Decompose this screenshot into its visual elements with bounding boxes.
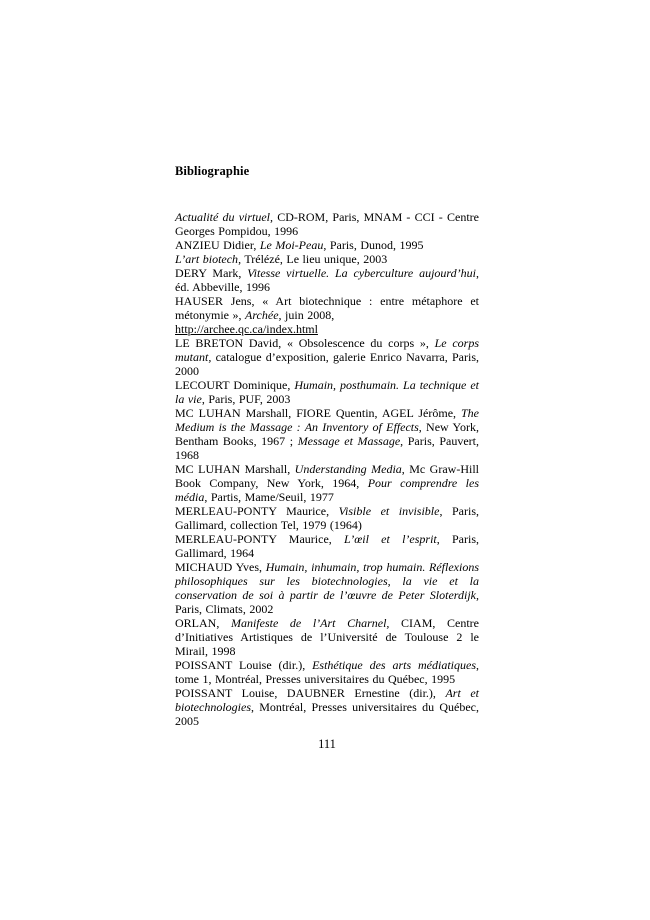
bibliography-entry xyxy=(175,462,479,504)
bibliography-entry xyxy=(175,560,479,616)
bibliography-text: MC LUHAN Marshall, FIORE Quentin, AGEL Jérôme, xyxy=(175,406,461,420)
bibliography-text: Le Moi-Peau xyxy=(259,238,324,252)
bibliography-text: , Partis, Mame/Seuil, 1977 xyxy=(204,490,334,504)
bibliography-text: Actualité du virtuel, xyxy=(175,210,274,224)
bibliography-text: MERLEAU-PONTY Maurice, xyxy=(175,504,339,518)
bibliography-entry xyxy=(175,504,479,532)
bibliography-text: Vitesse virtuelle. La cyberculture aujourd’hui xyxy=(247,266,476,280)
bibliography-text: L’œil et l’esprit xyxy=(344,532,437,546)
bibliography-text: Archée, xyxy=(245,308,282,322)
bibliography-text: The Medium is the Massage : An Inventory of Effects xyxy=(175,406,479,434)
bibliography-entry xyxy=(175,252,479,266)
bibliography-text: , Paris, PUF, 2003 xyxy=(201,392,291,406)
bibliography-entry xyxy=(175,294,479,322)
bibliography-text: HAUSER Jens, « Art biotechnique : entre métaphore et métonymie », xyxy=(175,294,479,322)
bibliography-text: POISSANT Louise (dir.), xyxy=(175,658,313,672)
bibliography-text: , tome 1, Montréal, Presses universitaires du Québec, 1995 xyxy=(175,658,479,686)
bibliography-entry xyxy=(175,532,479,560)
bibliography-entry xyxy=(175,378,479,406)
page-number: 111 xyxy=(318,737,336,751)
bibliography-text: , Paris, Dunod, 1995 xyxy=(323,238,424,252)
bibliography-entry xyxy=(175,322,479,336)
bibliography-text: ANZIEU Didier, xyxy=(175,238,260,252)
bibliography-text: Message et Massage xyxy=(297,434,401,448)
bibliography-text: Art et biotechnologies xyxy=(175,686,479,714)
bibliography-text: MERLEAU-PONTY Maurice, xyxy=(175,532,345,546)
bibliography-entry xyxy=(175,266,479,294)
bibliography-text: Understanding Media xyxy=(294,462,402,476)
bibliography-text: MC LUHAN Marshall, xyxy=(175,462,295,476)
bibliography-list xyxy=(175,210,479,728)
bibliography-text: CIAM, Centre d’Initiatives Artistiques de l’Université de Toulouse 2 le Mirail, 1998 xyxy=(175,616,479,658)
bibliography-entry xyxy=(175,686,479,728)
bibliography-text: LE BRETON David, « Obsolescence du corps », xyxy=(175,336,435,350)
bibliography-text: , éd. Abbeville, 1996 xyxy=(175,266,479,294)
bibliography-text: L’art biotech xyxy=(175,252,239,266)
bibliography-entry xyxy=(175,406,479,462)
bibliography-text: Esthétique des arts médiatiques xyxy=(312,658,476,672)
bibliography-entry xyxy=(175,616,479,658)
bibliography-text: POISSANT Louise, DAUBNER Ernestine (dir.), xyxy=(175,686,446,700)
bibliography-text: DERY Mark, xyxy=(175,266,248,280)
bibliography-text: ORLAN, xyxy=(175,616,231,630)
bibliography-entry xyxy=(175,238,479,252)
bibliography-text: catalogue d’exposition, galerie Enrico Navarra, Paris, 2000 xyxy=(175,350,479,378)
bibliography-text: Pour comprendre les média xyxy=(175,476,479,504)
bibliography-text: Paris, Climats, 2002 xyxy=(175,602,274,616)
bibliography-text: , Mc Graw-Hill Book Company, New York, 1964, xyxy=(175,462,479,490)
bibliography-entry xyxy=(175,658,479,686)
bibliography-link[interactable]: http://archee.qc.ca/index.html xyxy=(175,322,318,336)
bibliography-text: , Montréal, Presses universitaires du Québec, 2005 xyxy=(175,700,479,728)
bibliography-text: juin 2008, xyxy=(281,308,335,322)
bibliography-text: Visible et invisible xyxy=(338,504,440,518)
text-block xyxy=(175,164,479,728)
bibliography-text: Humain, inhumain, trop humain. Réflexions philosophiques sur les biotechnologies, la vie et la conservation de soi à partir de l’œuvre de Peter Sloterdijk, xyxy=(175,560,479,602)
bibliography-text: Manifeste de l’Art Charnel, xyxy=(230,616,390,630)
bibliography-text: , New York, Bentham Books, 1967 ; xyxy=(175,420,479,448)
bibliography-text: , Paris, Gallimard, collection Tel, 1979 (1964) xyxy=(175,504,479,532)
bibliography-text: Humain, posthumain. La technique et la vie xyxy=(175,378,479,406)
bibliography-entry xyxy=(175,336,479,378)
bibliography-text: MICHAUD Yves, xyxy=(175,560,266,574)
bibliography-text: , Paris, Pauvert, 1968 xyxy=(175,434,479,462)
bibliography-text: Le corps mutant, xyxy=(175,336,479,364)
page-title: Bibliographie xyxy=(175,164,250,178)
bibliography-text: , Paris, Gallimard, 1964 xyxy=(175,532,479,560)
bibliography-text: , Trélézé, Le lieu unique, 2003 xyxy=(238,252,388,266)
bibliography-text: CD-ROM, Paris, MNAM - CCI - Centre Georges Pompidou, 1996 xyxy=(175,210,479,238)
bibliography-text: LECOURT Dominique, xyxy=(175,378,295,392)
bibliography-entry xyxy=(175,210,479,238)
